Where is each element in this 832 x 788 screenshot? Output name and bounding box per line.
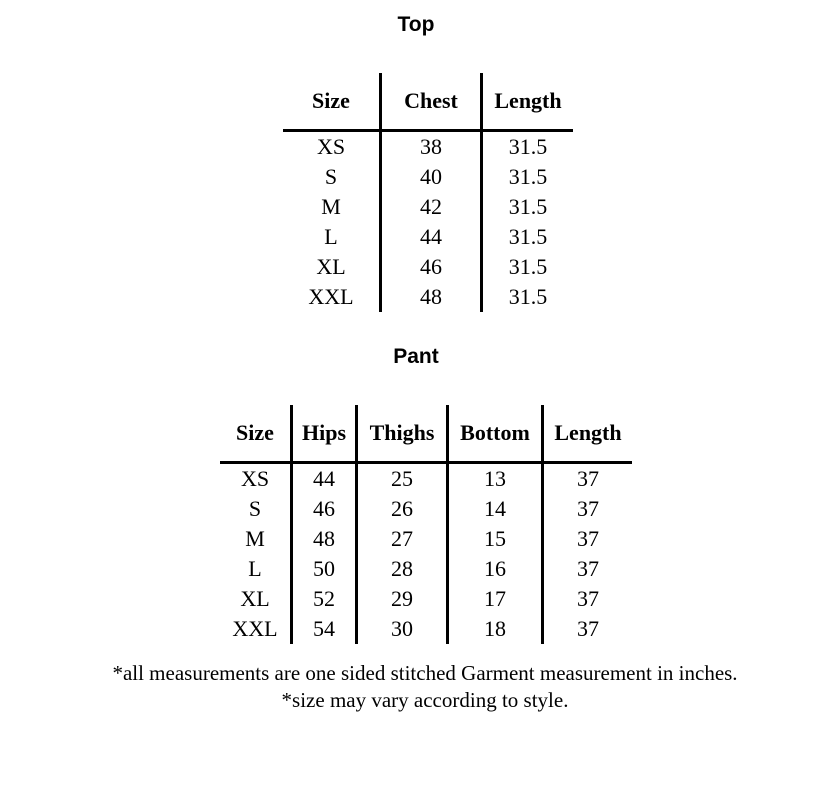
length-cell: 31.5 [508, 164, 548, 189]
hips-cell: 54 [292, 614, 357, 644]
column-header-length: Length [482, 73, 574, 131]
table-row [283, 222, 573, 252]
size-variation-note: *size may vary according to style. [281, 688, 569, 712]
size-cell: XS [220, 463, 292, 495]
bottom-cell: 14 [448, 494, 543, 524]
table-row [283, 252, 573, 282]
chest-cell: 48 [381, 282, 482, 312]
top-title: Top [397, 13, 435, 36]
hips-cell: 48 [292, 524, 357, 554]
thighs-cell: 28 [357, 554, 448, 584]
table-row [220, 524, 632, 554]
column-header-chest: Chest [381, 73, 482, 131]
pant-title: Pant [393, 345, 439, 368]
size-cell: M [283, 192, 381, 222]
chest-cell: 40 [381, 162, 482, 192]
length-cell: 37 [577, 616, 599, 641]
chest-cell: 44 [381, 222, 482, 252]
length-cell: 31.5 [508, 194, 548, 219]
table-row [220, 614, 632, 644]
table-row [220, 463, 632, 495]
column-header-hips: Hips [292, 405, 357, 463]
table-row [220, 554, 632, 584]
bottom-cell: 15 [448, 524, 543, 554]
hips-cell: 46 [292, 494, 357, 524]
thighs-cell: 25 [357, 463, 448, 495]
length-cell: 37 [577, 586, 599, 611]
bottom-cell: 18 [448, 614, 543, 644]
size-cell: S [283, 162, 381, 192]
column-header-length: Length [543, 405, 633, 463]
hips-cell: 52 [292, 584, 357, 614]
size-cell: XL [283, 252, 381, 282]
chest-cell: 46 [381, 252, 482, 282]
hips-cell: 44 [292, 463, 357, 495]
size-cell: XS [283, 131, 381, 163]
table-header-row [220, 405, 632, 463]
hips-cell: 50 [292, 554, 357, 584]
size-cell: XL [220, 584, 292, 614]
length-cell: 31.5 [508, 254, 548, 279]
table-row [283, 131, 573, 163]
table-row [220, 494, 632, 524]
table-row [220, 584, 632, 614]
top-size-table [283, 73, 573, 312]
size-cell: M [220, 524, 292, 554]
size-cell: XXL [283, 282, 381, 312]
table-header-row [283, 73, 573, 131]
table-row [283, 162, 573, 192]
pant-size-table [220, 405, 632, 644]
thighs-cell: 30 [357, 614, 448, 644]
bottom-cell: 16 [448, 554, 543, 584]
table-row [283, 192, 573, 222]
length-cell: 31.5 [508, 284, 548, 309]
length-cell: 31.5 [508, 134, 548, 159]
length-cell: 37 [577, 556, 599, 581]
size-cell: L [283, 222, 381, 252]
chest-cell: 42 [381, 192, 482, 222]
length-cell: 37 [577, 496, 599, 521]
size-cell: L [220, 554, 292, 584]
column-header-thighs: Thighs [357, 405, 448, 463]
size-cell: XXL [220, 614, 292, 644]
column-header-size: Size [283, 73, 381, 131]
bottom-cell: 17 [448, 584, 543, 614]
thighs-cell: 26 [357, 494, 448, 524]
thighs-cell: 27 [357, 524, 448, 554]
table-row [283, 282, 573, 312]
column-header-bottom: Bottom [448, 405, 543, 463]
thighs-cell: 29 [357, 584, 448, 614]
column-header-size: Size [220, 405, 292, 463]
length-cell: 37 [577, 466, 599, 491]
measurement-note: *all measurements are one sided stitched Garment measurement in inches. [112, 661, 738, 685]
size-cell: S [220, 494, 292, 524]
chest-cell: 38 [381, 131, 482, 163]
length-cell: 31.5 [508, 224, 548, 249]
length-cell: 37 [577, 526, 599, 551]
bottom-cell: 13 [448, 463, 543, 495]
